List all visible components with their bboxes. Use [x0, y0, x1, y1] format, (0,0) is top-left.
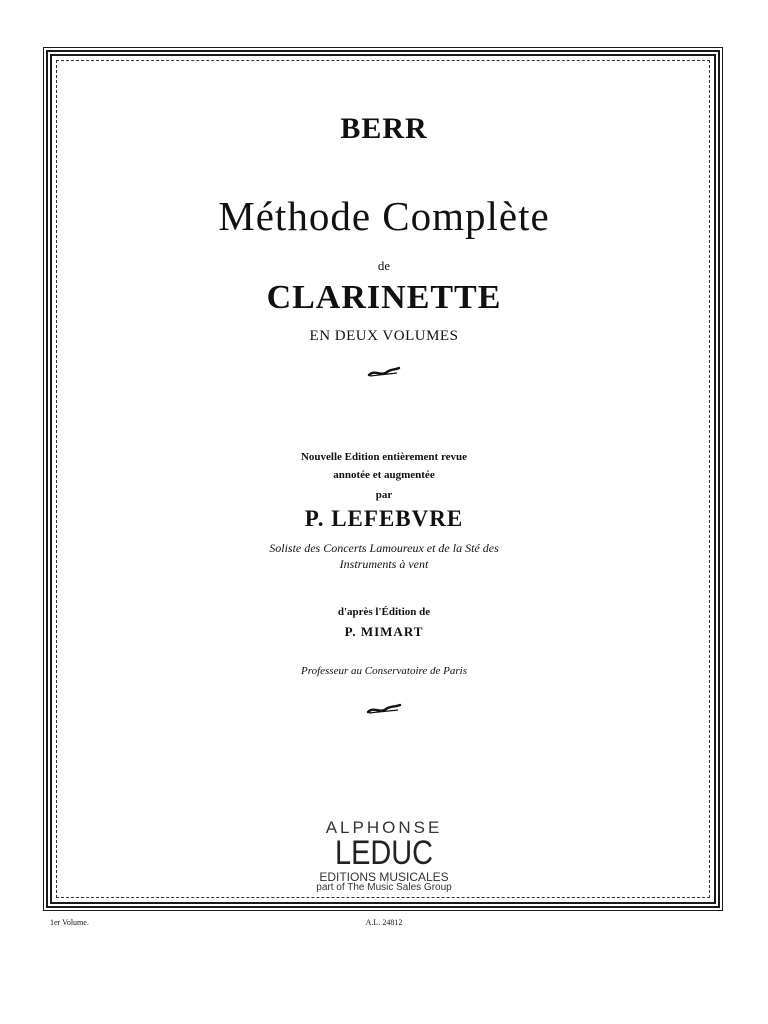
after-edition-line: d'après l'Édition de	[337, 606, 431, 618]
publisher-logo-line3: EDITIONS MUSICALES	[319, 870, 449, 884]
author-name: BERR	[340, 112, 428, 145]
by-connector: par	[375, 489, 393, 501]
edition-note-line2: annotée et augmentée	[333, 469, 435, 481]
publisher-logo-line2: LEDUC	[335, 834, 433, 872]
edition-note-line1: Nouvelle Edition entièrement revue	[300, 451, 468, 463]
editor-name: P. MIMART	[344, 624, 424, 639]
work-title: Méthode Complète	[218, 193, 550, 239]
reviser-role-line1: Soliste des Concerts Lamoureux et de la Sté des	[269, 541, 499, 555]
reviser-name: P. LEFEBVRE	[304, 506, 464, 531]
publisher-logo-line1: ALPHONSE	[325, 818, 443, 837]
plate-number: A.L. 24812	[365, 918, 403, 927]
title-connector: de	[377, 258, 391, 273]
reviser-role-line2: Instruments à vent	[339, 557, 429, 571]
publisher-group-line: part of The Music Sales Group	[316, 882, 452, 893]
flourish-ornament-icon	[366, 703, 402, 715]
editor-role: Professeur au Conservatoire de Paris	[300, 665, 467, 677]
volumes-line: EN DEUX VOLUMES	[309, 328, 459, 344]
flourish-ornament-icon	[367, 366, 401, 378]
volume-note: 1er Volume.	[50, 918, 89, 927]
instrument-title: CLARINETTE	[266, 279, 502, 316]
